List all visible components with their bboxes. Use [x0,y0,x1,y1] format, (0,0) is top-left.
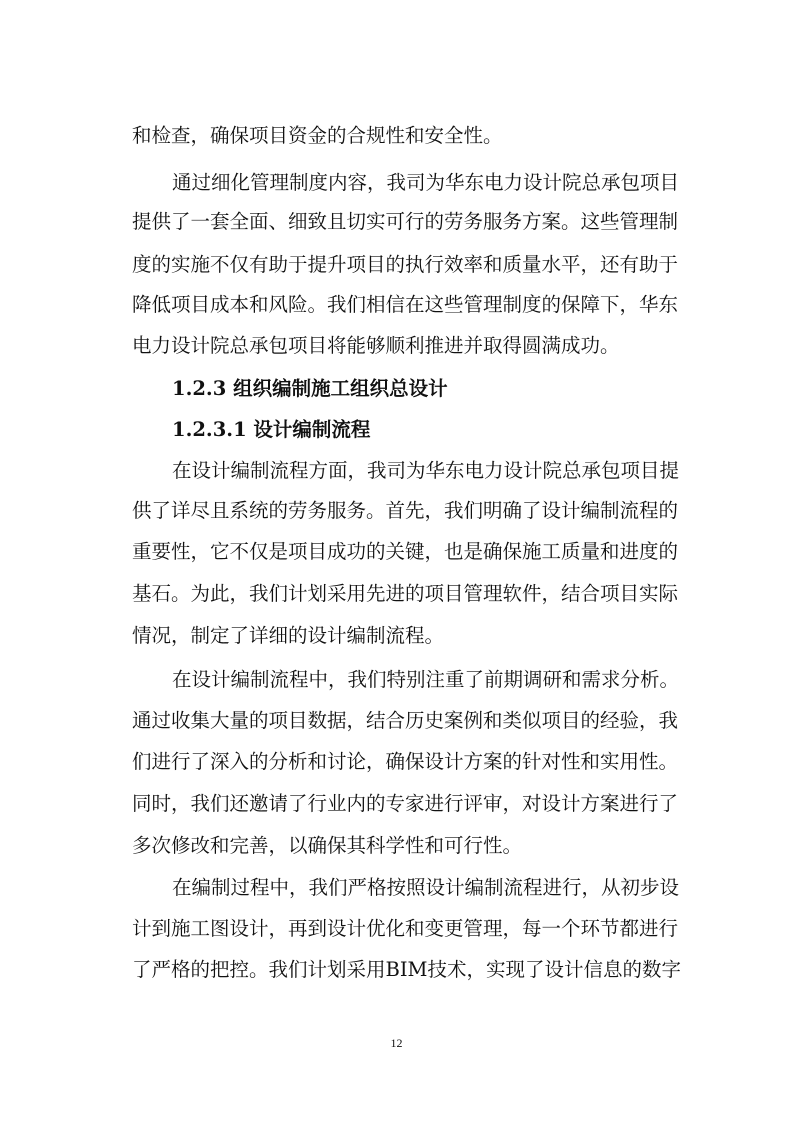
text-line: 情况，制定了详细的设计编制流程。 [132,624,445,647]
text-line: 在设计编制流程中，我们特别注重了前期调研和需求分析。 [172,668,680,691]
text-line: 度的实施不仅有助于提升项目的执行效率和质量水平，还有助于 [132,253,679,276]
text-line: 通过收集大量的项目数据，结合历史案例和类似项目的经验，我 [132,709,679,732]
text-line: 同时，我们还邀请了行业内的专家进行评审，对设计方案进行了 [132,792,679,815]
text-line: 通过细化管理制度内容，我司为华东电力设计院总承包项目 [172,171,680,194]
text-line: 供了详尽且系统的劳务服务。首先，我们明确了设计编制流程的 [132,499,679,522]
text-line: 电力设计院总承包项目将能够顺利推进并取得圆满成功。 [132,334,620,357]
text-line: 们进行了深入的分析和讨论，确保设计方案的针对性和实用性。 [132,750,679,773]
text-line: 重要性，它不仅是项目成功的关键，也是确保施工质量和进度的 [132,540,679,563]
page-number: 12 [390,1036,403,1050]
text-line: 了严格的把控。我们计划采用BIM技术，实现了设计信息的数字 [132,958,681,981]
text-line: 降低项目成本和风险。我们相信在这些管理制度的保障下，华东 [132,293,679,316]
section-heading: 1.2.3 组织编制施工组织总设计 [172,377,448,400]
subsection-heading: 1.2.3.1 设计编制流程 [172,418,371,441]
text-line: 基石。为此，我们计划采用先进的项目管理软件，结合项目实际 [132,582,679,605]
text-line: 在设计编制流程方面，我司为华东电力设计院总承包项目提 [172,459,680,482]
text-line: 提供了一套全面、细致且切实可行的劳务服务方案。这些管理制 [132,210,679,233]
text-line: 和检查，确保项目资金的合规性和安全性。 [132,124,503,147]
text-line: 计到施工图设计，再到设计优化和变更管理，每一个环节都进行 [132,917,679,940]
text-line: 在编制过程中，我们严格按照设计编制流程进行，从初步设 [172,876,680,899]
text-line: 多次修改和完善，以确保其科学性和可行性。 [132,834,523,857]
